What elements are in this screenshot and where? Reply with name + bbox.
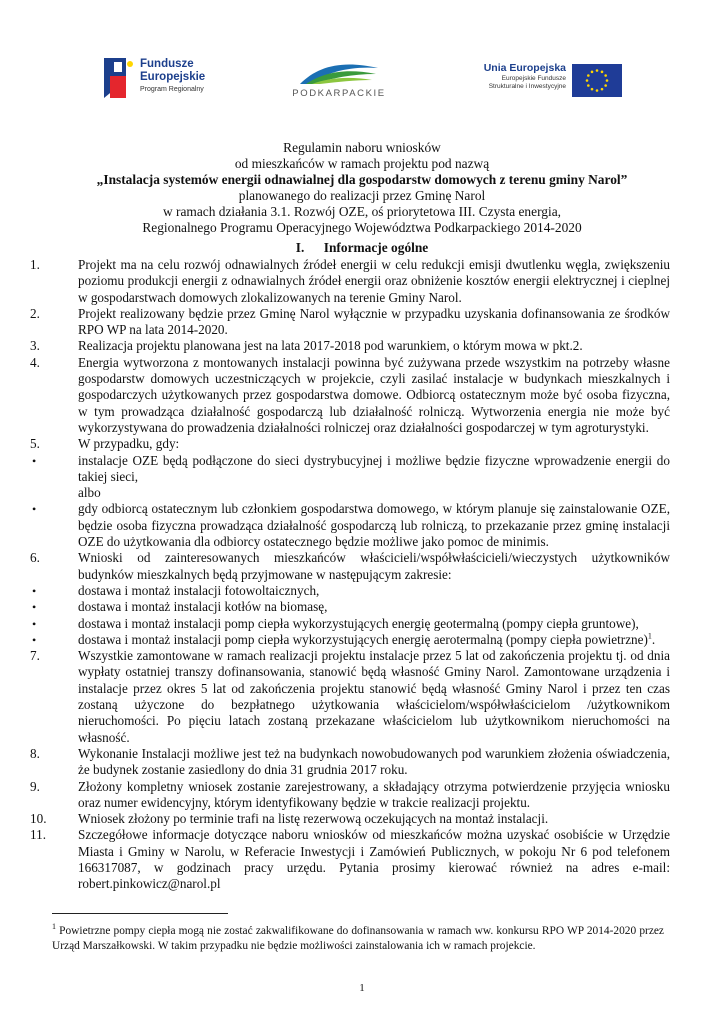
bullet-icon: • — [32, 453, 37, 468]
item-text-main: dostawa i montaż instalacji pomp ciepła wykorzystujących energię aerotermalną (pompy ciepła powietrzne) — [78, 631, 648, 647]
eu-star-icon — [606, 79, 609, 82]
bullet-item — [30, 453, 670, 486]
item-number: 8. — [30, 745, 40, 761]
item-number: 9. — [30, 778, 40, 794]
item-number: 5. — [30, 436, 40, 452]
title-line-4: planowanego do realizacji przez Gminę Narol — [238, 188, 486, 203]
list-item-11 — [30, 827, 670, 892]
footnote-ref[interactable]: 1 — [647, 631, 652, 641]
footnote-text: Powietrzne pompy ciepła mogą nie zostać zakwalifikowane do dofinansowania w ramach ww. konkursu RPO WP 2014-2020 przez Urząd Marszałkowski. W takim przypadku nie będzie możliwości zainstalowania ich w ramach projekcie. — [52, 925, 664, 952]
item-number: 3. — [30, 338, 40, 354]
list-item-2 — [30, 306, 670, 339]
item-text: Szczegółowe informacje dotyczące naboru wniosków od mieszkańców można uzyskać osobiście w Urzędzie Miasta i Gminy w Narolu, w Referacie Inwestycji i Zamówień Publicznych, w pokoju Nr 6 pod telefonem 166317087, w godzinach pracy urzędu. Pytania prosimy kierować również na adres e-mail: robert.pinkowicz@narol.pl — [78, 827, 670, 892]
item-text: Złożony kompletny wniosek zostanie zarejestrowany, a składający otrzyma potwierdzenie przyjęcia wniosku oraz numer ewidencyjny, którym identyfikowany będzie w trakcie realizacji projektu. — [78, 778, 670, 810]
fe-logo-line3: Program Regionalny — [140, 86, 204, 93]
list-item-1 — [30, 257, 670, 306]
podkarpackie-icon — [298, 58, 380, 86]
footnote — [52, 924, 664, 954]
item-text: gdy odbiorcą ostatecznym lub członkiem gospodarstwa domowego, w którym planuje się zainstalowanie OZE, będzie osoba fizyczna prowadząca działalność gospodarczą lub rolniczą, to przekazanie przez gminę instalacji OZE do użytkowania dla odbiorcy ostatecznego będzie możliwe jako pomoc de minimis. — [78, 501, 670, 550]
title-line-6: Regionalnego Programu Operacyjnego Województwa Podkarpackiego 2014-2020 — [142, 220, 582, 235]
item-text: instalacje OZE będą podłączone do sieci dystrybucyjnej i możliwe będzie fizyczne wprowadzenie energii do takiej sieci, — [78, 452, 670, 484]
eu-star-icon — [591, 71, 594, 74]
bullet-item — [30, 501, 670, 550]
bullet-icon: • — [32, 600, 37, 615]
item-text: dostawa i montaż instalacji pomp ciepła wykorzystujących energię geotermalną (pompy ciepła gruntowe), — [78, 615, 639, 631]
item-text: Wykonanie Instalacji możliwe jest też na budynkach nowobudowanych pod warunkiem złożenia oświadczenia, że budynek zostanie zasiedlony do dnia 31 grudnia 2017 roku. — [78, 745, 670, 778]
bullet-icon: • — [32, 502, 37, 517]
list-item-3 — [30, 338, 670, 354]
page-number: 1 — [359, 982, 365, 994]
title-line-2: od mieszkańców w ramach projektu pod nazwą — [234, 156, 490, 171]
item-text — [78, 632, 670, 648]
item-text: dostawa i montaż instalacji fotowoltaicznych, — [78, 582, 320, 598]
item-number: 1. — [30, 257, 40, 272]
eu-star-icon — [596, 89, 599, 92]
eu-star-icon — [587, 84, 590, 87]
podkarpackie-logo — [284, 58, 394, 102]
podkarpackie-logo-text: PODKARPACKIE — [292, 88, 386, 99]
section-heading — [0, 240, 724, 256]
footnote-mark: 1 — [52, 922, 56, 932]
item-text: Wnioski od zainteresowanych mieszkańców właścicieli/współwłaścicieli/wieczystych użytkowników budynków mieszkalnych będą przyjmowane w następującym zakresie: — [78, 550, 670, 582]
eu-logo-line2: Europejskie Fundusze — [501, 75, 566, 82]
eu-star-icon — [596, 69, 599, 72]
section-title: Informacje ogólne — [323, 240, 429, 255]
eu-star-icon — [586, 79, 589, 82]
item-text: Realizacja projektu planowana jest na lata 2017-2018 pod warunkiem, o którym mowa w pkt.2. — [78, 338, 583, 354]
eu-star-icon — [601, 71, 604, 74]
eu-star-icon — [587, 74, 590, 77]
bullet-item — [30, 632, 670, 648]
item-text: Energia wytworzona z montowanych instalacji powinna być zużywana przede wszystkim na potrzeby własne gospodarstw domowych uczestniczących w projekcie, czyli zasilać instalacje w budynkach mieszkalnych i gospodarczych użytkowanych przez gospodarstwa domowe. Odbiorcą ostatecznym może być osoba fizyczna, w tym prowadząca działalność gospodarczą lub działalność rolniczą. Wytworzenia energia nie może być wykorzystywana do prowadzenia działalności rolniczej oraz działalności gospodarczej w tym agroturystyki. — [78, 354, 670, 435]
eu-star-icon — [601, 88, 604, 91]
list-item-6 — [30, 550, 670, 583]
item-text: Wszystkie zamontowane w ramach realizacji projektu instalacje przez 5 lat od zakończenia projektu tj. od dnia wypłaty ostatniej transzy dofinansowania, stanowić będą własność Gminy Narol. Zamontowane urządzenia i instalacje przez okres 5 lat od zakończenia projektu stanowić będą własność Gminy Narol i przez ten czas zostaną użyczone do bezpłatnego użytkowania właścicielom/współwłaścicielom /użytkownikom nieruchomości. Po pięciu latach zostaną przekazane właścicielom lub użytkownikom nieruchomości na własność. — [78, 648, 670, 745]
bullet-icon: • — [32, 616, 37, 631]
item-text: Projekt realizowany będzie przez Gminę Narol wyłącznie w przypadku uzyskania dofinansowania ze środków RPO WP na lata 2014-2020. — [78, 305, 670, 338]
list-item-5 — [30, 436, 670, 452]
list-item-7 — [30, 648, 670, 746]
fe-logo-line1: Fundusze — [140, 58, 194, 70]
bullet-item — [30, 616, 670, 632]
item-number: 10. — [30, 811, 47, 827]
title-line-5: w ramach działania 3.1. Rozwój OZE, oś priorytetowa III. Czysta energia, — [163, 204, 561, 219]
bullet-icon: • — [32, 632, 37, 647]
project-name: „Instalacja systemów energii odnawialnej dla gospodarstw domowych z terenu gminy Narol” — [96, 172, 628, 187]
item-text: dostawa i montaż instalacji kotłów na biomasę, — [78, 599, 328, 615]
bullet-item — [30, 583, 670, 599]
list-item-10 — [30, 811, 670, 827]
bullet-item — [30, 599, 670, 615]
eu-star-icon — [591, 88, 594, 91]
albo-text: albo — [78, 485, 101, 501]
bullet-icon: • — [32, 583, 37, 598]
eu-star-icon — [604, 84, 607, 87]
item-number: 11. — [30, 827, 46, 843]
list-item-8 — [30, 746, 670, 779]
eu-flag-icon — [572, 64, 622, 97]
item-text: W przypadku, gdy: — [78, 436, 180, 452]
item-number: 2. — [30, 305, 40, 321]
fundusze-europejskie-logo — [100, 56, 220, 102]
fe-logo-line2: Europejskie — [140, 71, 206, 83]
item-text: Wniosek złożony po terminie trafi na listę rezerwową oczekujących na montaż instalacji. — [78, 811, 549, 827]
list-item-9 — [30, 779, 670, 812]
list-item-4 — [30, 355, 670, 436]
unia-europejska-logo — [450, 62, 622, 102]
logo-strip — [0, 54, 724, 104]
item-number: 7. — [30, 648, 40, 664]
eu-logo-line1: Unia Europejska — [483, 62, 566, 74]
section-number: I. — [295, 240, 305, 255]
item-number: 4. — [30, 354, 40, 370]
item-text-end: . — [651, 631, 656, 647]
regulation-title — [40, 140, 684, 236]
footnote-divider — [52, 913, 228, 914]
item-number: 6. — [30, 550, 40, 566]
item-text: Projekt ma na celu rozwój odnawialnych źródeł energii w celu redukcji emisji dwutlenku węgla, zwiększeniu poziomu produkcji energii z odnawialnych źródeł energii oraz obniżenie kosztów energii elektrycznej i cieplnej w gospodarstwach domowych zlokalizowanych na terenie Gminy Narol. — [78, 257, 670, 305]
title-line-1: Regulamin naboru wniosków — [283, 140, 441, 155]
fundusze-europejskie-icon — [100, 56, 136, 100]
general-info-list — [30, 257, 670, 893]
eu-star-icon — [604, 74, 607, 77]
eu-logo-line3: Strukturalne i Inwestycyjne — [488, 83, 566, 90]
